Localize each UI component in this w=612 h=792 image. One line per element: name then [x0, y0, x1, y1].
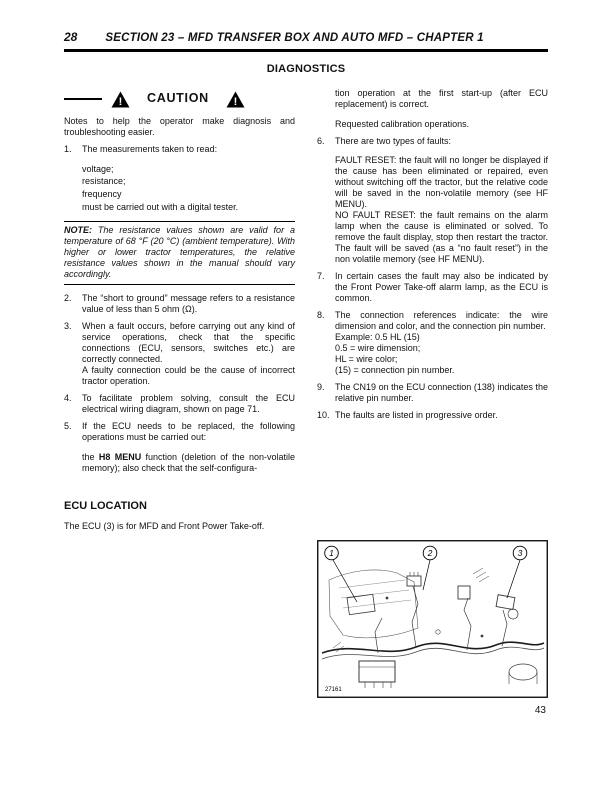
item-number: 6. — [317, 135, 325, 146]
item-number: 8. — [317, 310, 325, 321]
item-sub-line: resistance; — [82, 176, 126, 187]
bottom-row — [64, 500, 548, 717]
item-number: 2. — [64, 293, 72, 304]
list-item-5 — [64, 421, 295, 474]
ecu-location-figure — [317, 540, 548, 701]
item-sub-line: frequency — [82, 189, 122, 200]
item-number: 5. — [64, 420, 72, 431]
caution-rule-left — [64, 98, 102, 100]
left-column — [64, 88, 295, 474]
figure-canvas — [317, 540, 548, 698]
item-text: The CN19 on the ECU connection (138) indicates the relative pin number. — [335, 381, 548, 403]
item-number: 3. — [64, 321, 72, 332]
page-number: 43 — [534, 704, 546, 716]
chapter-page-number: 28 — [64, 30, 78, 44]
item-text: The connection references indicate: the wire dimension and color, and the connection pin number. — [335, 310, 548, 332]
item-sub-line: 0.5 = wire dimension; — [335, 342, 421, 353]
callout-3: 3 — [517, 547, 523, 558]
item-text: To facilitate problem solving, consult the ECU electrical wiring diagram, shown on page 71. — [82, 392, 295, 414]
caution-label: CAUTION — [147, 91, 209, 106]
item-sub-line: must be carried out with a digital tester. — [82, 202, 239, 213]
header-rule — [64, 49, 548, 52]
warning-triangle-icon — [111, 91, 130, 108]
item-sub-line: HL = wire color; — [335, 353, 398, 364]
caution-intro-text: Notes to help the operator make diagnosis and troubleshooting easier. — [64, 115, 295, 137]
ecu-location-heading: ECU LOCATION — [64, 499, 147, 512]
figure-code: 27161 — [325, 686, 342, 693]
list-item-2 — [64, 293, 295, 315]
item-text: The “short to ground” message refers to a resistance value of less than 5 ohm (Ω). — [82, 293, 295, 315]
item-text: If the ECU needs to be replaced, the following operations must be carried out: — [82, 420, 295, 442]
callout-2: 2 — [427, 547, 433, 558]
menu-function-name: H8 MENU — [98, 451, 142, 462]
list-item-7 — [317, 271, 548, 304]
exclamation-glyph: ! — [233, 95, 238, 108]
item-text: When a fault occurs, before carrying out any kind of service operations, check that the specific connections (ECU, sensors, switches etc.) are correctly connected. — [82, 321, 295, 365]
item-text-part: the — [82, 451, 99, 462]
section-header-title: SECTION 23 – MFD TRANSFER BOX AND AUTO MFD – CHAPTER 1 — [105, 32, 484, 44]
item-sub-line: Example: 0.5 HL (15) — [335, 332, 420, 342]
list-item-10 — [317, 410, 548, 421]
fault-reset-paragraph: FAULT RESET: the fault will no longer be displayed if the cause has been eliminated or repaired, even without switching off the tractor, but the relative code will be saved in the non-volatile memory (see HF MENU). — [335, 155, 548, 210]
list-item-4 — [64, 393, 295, 415]
item5-continued-text: tion operation at the first start-up (after ECU replacement) is correct. — [335, 87, 548, 109]
item-number: 10. — [317, 409, 330, 420]
item-number: 4. — [64, 392, 72, 403]
list-item-8 — [317, 310, 548, 376]
no-fault-reset-paragraph: NO FAULT RESET: the fault remains on the alarm lamp when the cause is eliminated or solved. To remove the fault display, stop then restart the tractor. The fault will be saved (as a “no fault reset”) in the non volatile memory (see HF MENU). — [335, 210, 548, 265]
page-header — [64, 30, 548, 44]
note-text: The resistance values shown are valid for a temperature of 68 °F (20 °C) (ambient temperature). With higher or lower tractor temperatures, the relative resistance values shown in the manual should vary accordingly. — [64, 225, 295, 280]
page-title: DIAGNOSTICS — [266, 62, 346, 75]
item-number: 9. — [317, 381, 325, 392]
right-column — [317, 88, 548, 421]
item-text: The measurements taken to read: — [82, 143, 218, 154]
list-item-9 — [317, 382, 548, 404]
item-sub-line: (15) = connection pin number. — [335, 364, 455, 375]
item-text: In certain cases the fault may also be indicated by the Front Power Take-off alarm lamp, as the ECU is common. — [335, 271, 548, 304]
ecu-location-section — [64, 500, 295, 532]
item-number: 7. — [317, 271, 325, 282]
list-item-1 — [64, 144, 295, 214]
list-item-3 — [64, 321, 295, 387]
item-text-part: function (deletion of the non-volatile memory); also check that the self-configura- — [82, 451, 295, 473]
item-text: The faults are listed in progressive order. — [335, 409, 498, 420]
figure-column — [317, 500, 548, 717]
list-item-6 — [317, 136, 548, 266]
item-paragraph — [82, 452, 295, 474]
item-number: 1. — [64, 143, 72, 154]
item-text: There are two types of faults: — [335, 135, 452, 146]
ecu-location-text: The ECU (3) is for MFD and Front Power Take-off. — [64, 521, 265, 532]
item-sub-line: voltage; — [82, 163, 114, 174]
warning-triangle-icon — [226, 91, 245, 108]
main-columns — [64, 88, 548, 474]
note-label: NOTE: — [64, 225, 92, 236]
callout-1: 1 — [329, 547, 334, 558]
note-block — [64, 221, 295, 285]
exclamation-glyph: ! — [118, 95, 123, 108]
caution-banner — [64, 90, 295, 109]
item-text-2: A faulty connection could be the cause of incorrect tractor operation. — [82, 365, 295, 386]
item5-continued-text-2: Requested calibration operations. — [335, 118, 470, 129]
